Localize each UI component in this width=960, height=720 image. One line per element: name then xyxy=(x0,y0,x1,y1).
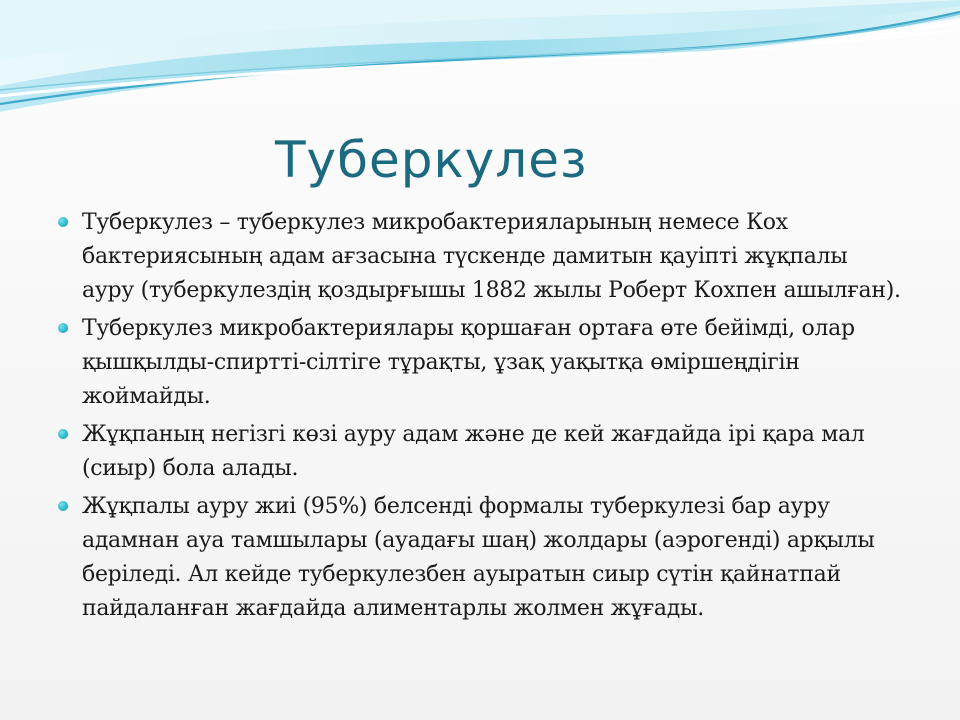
list-item xyxy=(56,418,906,486)
list-item xyxy=(56,312,906,414)
bullet-dot-icon xyxy=(58,501,68,511)
list-item xyxy=(56,206,906,308)
bullet-text: Жұқпалы ауру жиі (95%) белсенді формалы туберкулезі бар ауру адамнан ауа тамшылары (ауадағы шаң) жолдары (аэрогенді) арқылы беріледі. Ал кейде туберкулезбен ауыратын сиыр сүтін қайнатпай пайдаланған жағдайда алиментарлы жолмен жұғады. xyxy=(82,494,875,621)
bullet-text: Туберкулез микробактериялары қоршаған ортаға өте бейімді, олар қышқылды-спиртті-сілтіге тұрақты, ұзақ уақытқа өміршеңдігін жоймайды. xyxy=(82,316,855,409)
slide-title: Туберкулез xyxy=(275,131,588,189)
bullet-list xyxy=(56,206,906,626)
bullet-dot-icon xyxy=(58,217,68,227)
bullet-text: Жұқпаның негізгі көзі ауру адам және де кей жағдайда ірі қара мал (сиыр) бола алады. xyxy=(82,422,865,481)
list-item xyxy=(56,490,906,626)
bullet-dot-icon xyxy=(58,429,68,439)
bullet-dot-icon xyxy=(58,323,68,333)
wave-header-decoration xyxy=(0,0,960,140)
bullet-text: Туберкулез – туберкулез микробактерияларының немесе Кох бактериясының адам ағзасына түскенде дамитын қауіпті жұқпалы ауру (туберкулездің қоздырғышы 1882 жылы Роберт Кохпен ашылған). xyxy=(82,210,901,303)
